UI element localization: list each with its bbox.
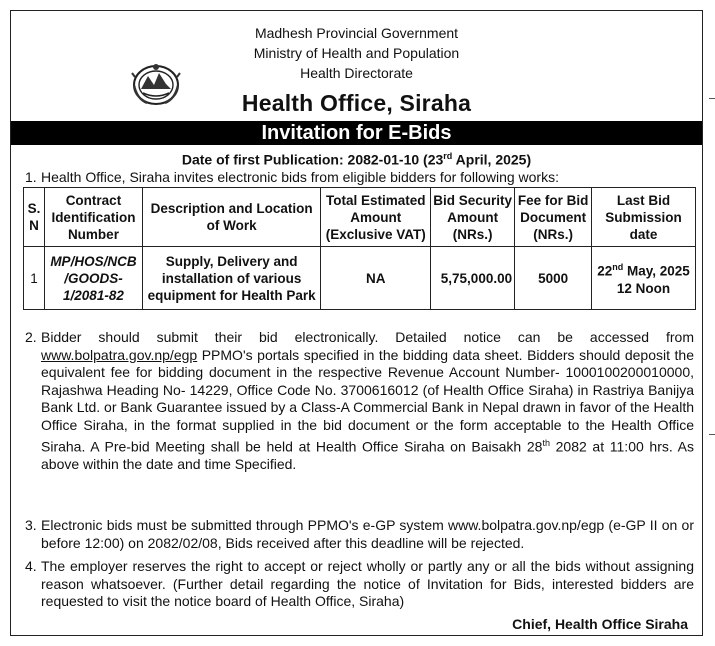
office-title: Health Office, Siraha — [241, 90, 472, 116]
item-text: Electronic bids must be submitted through PPMO's e-GP system www.bolpatra.gov.np/egp (e-GP II on or before 12:00) on 2082/02/08, Bids received after this deadline will be rejected. — [41, 517, 694, 551]
publication-date-prefix: Date of first Publication: 2082-01-10 (23 — [181, 151, 444, 168]
item-text: The employer reserves the right to accept or reject wholly or partly any or all the bids without assigning reason whatsoever. (Further detail regarding the notice of Invitation for Bids, interested bidders are requested to visit the notice board of Health Office, Siraha) — [41, 558, 694, 610]
bid-table — [23, 187, 696, 310]
egp-portal-link[interactable]: www.bolpatra.gov.np/egp — [41, 346, 198, 363]
notice-header — [11, 11, 702, 131]
publication-date — [11, 151, 702, 168]
header-estimated-amount: Total Estimated Amount (Exclusive VAT) — [321, 188, 431, 247]
item-text: Health Office, Siraha invites electronic bids from eligible bidders for following works: — [41, 169, 559, 185]
cell-estimated-amount: NA — [321, 247, 431, 310]
banner-title: Invitation for E-Bids — [11, 121, 702, 145]
notice-item-1 — [19, 169, 694, 187]
government-name: Madhesh Provincial Government — [254, 25, 459, 41]
header-description: Description and Location of Work — [142, 188, 320, 247]
item-text-part: Bidder should submit their bid electronically. Detailed notice can be accessed from — [41, 329, 694, 345]
item-number: 1. — [25, 169, 37, 185]
item-text — [41, 329, 694, 473]
header-contract-id: Contract Identification Number — [44, 188, 142, 247]
header-bid-security: Bid Security Amount (NRs.) — [431, 188, 515, 247]
item-text-part: PPMO's portals specified in the bidding data sheet. Bidders should deposit the equivalent fee for bidding document in the respective Revenue Account Number- 1000100200010000, Rajashwa Heading No- 14229, Office Code No. 3700616012 (of Health Office Siraha) in Rastriya Banijya Bank Ltd. or Bank Guarantee issued by a Class-A Commercial Bank in Nepal drawn in favor of the Health Office Siraha, in the format supplied in the bid document or the form acceptable to the Health Office Siraha. A Pre-bid Meeting shall be held at Health Office Siraha on Baisakh 28 — [41, 346, 694, 455]
cell-bid-security: 5,75,000.00 — [431, 247, 515, 310]
deadline-time: 12 Noon — [616, 280, 671, 296]
edge-mark — [709, 98, 715, 99]
deadline-day: 22 — [597, 263, 613, 279]
cell-document-fee: 5000 — [515, 247, 592, 310]
item-number: 3. — [25, 517, 37, 533]
edge-mark — [709, 434, 715, 435]
header-submission-date: Last Bid Submission date — [592, 188, 696, 247]
deadline-sup: nd — [612, 262, 624, 273]
notice-item-4 — [19, 558, 694, 611]
item-number: 2. — [25, 329, 37, 345]
table-row — [24, 247, 696, 310]
directorate-name: Health Directorate — [300, 65, 413, 81]
item-text-sup: th — [542, 437, 550, 448]
deadline-month-year: May, 2025 — [623, 263, 690, 279]
signature: Chief, Health Office Siraha — [512, 616, 688, 632]
header-sn: S. N — [24, 188, 45, 247]
cell-contract-id: MP/HOS/NCB /GOODS- 1/2081-82 — [44, 247, 142, 310]
item-number: 4. — [25, 558, 37, 574]
publication-date-sup: rd — [443, 151, 453, 161]
cell-sn: 1 — [24, 247, 45, 310]
notice-frame — [10, 10, 703, 636]
ministry-name: Ministry of Health and Population — [253, 45, 460, 61]
publication-date-suffix: April, 2025) — [452, 151, 532, 168]
cell-submission-date — [592, 247, 696, 310]
notice-item-3 — [19, 517, 694, 552]
cell-description: Supply, Delivery and installation of various equipment for Health Park — [142, 247, 320, 310]
item-text-part: 2082 at 11:00 hrs. As above within the date and time Specified. — [41, 438, 694, 472]
header-document-fee: Fee for Bid Document (NRs.) — [515, 188, 592, 247]
notice-item-2 — [19, 329, 694, 473]
table-header-row — [24, 188, 696, 247]
